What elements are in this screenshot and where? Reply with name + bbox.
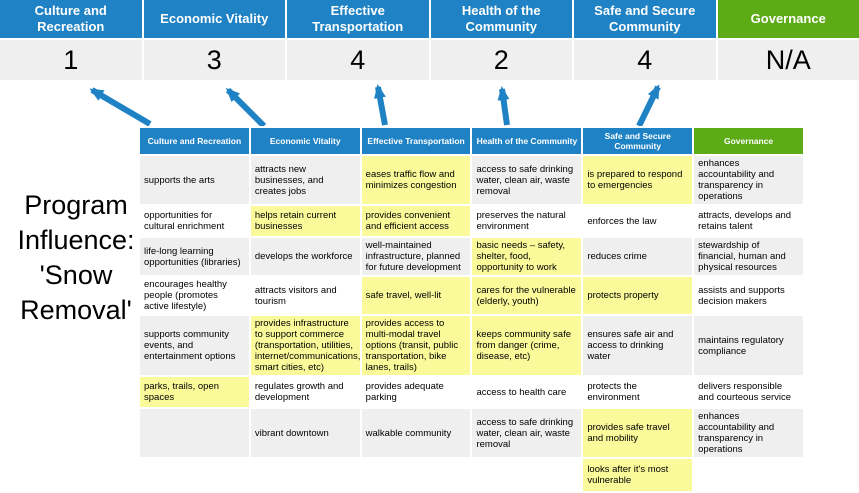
- influence-arrows: [0, 78, 859, 130]
- program-title-line-3: Removal': [2, 293, 150, 328]
- matrix-cell-0-1: attracts new businesses, and creates jobs: [251, 156, 360, 204]
- matrix-cell-2-2: well-maintained infrastructure, planned for future development: [362, 238, 471, 275]
- matrix-cell-6-5: enhances accountability and transparency in operations: [694, 409, 803, 457]
- matrix-cell-4-4: ensures safe air and access to drinking water: [583, 316, 692, 375]
- matrix-cell-2-5: stewardship of financial, human and physical resources: [694, 238, 803, 275]
- matrix-cell-1-1: helps retain current businesses: [251, 206, 360, 236]
- scoreboard-header-cell-1: Economic Vitality: [144, 0, 286, 38]
- matrix-row-2: [140, 238, 803, 275]
- matrix-cell-3-5: assists and supports decision makers: [694, 277, 803, 314]
- program-title-line-0: Program: [2, 188, 150, 223]
- matrix-cell-7-4: looks after it's most vulnerable: [583, 459, 692, 491]
- matrix-cell-7-5: [694, 459, 803, 491]
- matrix-cell-1-3: preserves the natural environment: [472, 206, 581, 236]
- influence-arrow-culture: [92, 90, 150, 124]
- scoreboard-header-cell-5: Governance: [718, 0, 859, 38]
- matrix-table: [138, 126, 805, 493]
- matrix-cell-1-5: attracts, develops and retains talent: [694, 206, 803, 236]
- matrix-cell-3-0: encourages healthy people (promotes active lifestyle): [140, 277, 249, 314]
- scoreboard-score-cell-4: 4: [574, 40, 716, 80]
- matrix-cell-4-2: provides access to multi-modal travel options (transit, public transportation, bike lanes, trails): [362, 316, 471, 375]
- matrix-header-row: [140, 128, 803, 154]
- matrix-cell-0-4: is prepared to respond to emergencies: [583, 156, 692, 204]
- matrix-row-0: [140, 156, 803, 204]
- scoreboard-score-cell-2: 4: [287, 40, 429, 80]
- matrix-cell-3-3: cares for the vulnerable (elderly, youth): [472, 277, 581, 314]
- matrix-cell-2-3: basic needs – safety, shelter, food, opportunity to work: [472, 238, 581, 275]
- scoreboard-score-cell-1: 3: [144, 40, 286, 80]
- scoreboard: [0, 0, 859, 80]
- matrix-cell-4-3: keeps community safe from danger (crime, disease, etc): [472, 316, 581, 375]
- program-title-line-1: Influence:: [2, 223, 150, 258]
- matrix-row-5: [140, 377, 803, 407]
- matrix-cell-6-4: provides safe travel and mobility: [583, 409, 692, 457]
- matrix-header-cell-4: Safe and Secure Community: [583, 128, 692, 154]
- scoreboard-score-cell-0: 1: [0, 40, 142, 80]
- matrix-cell-7-3: [472, 459, 581, 491]
- matrix-cell-2-1: develops the workforce: [251, 238, 360, 275]
- matrix-cell-5-4: protects the environment: [583, 377, 692, 407]
- matrix-cell-6-2: walkable community: [362, 409, 471, 457]
- matrix-cell-5-5: delivers responsible and courteous service: [694, 377, 803, 407]
- influence-arrow-health: [502, 89, 507, 125]
- scoreboard-score-row: [0, 40, 859, 80]
- matrix-header-cell-2: Effective Transportation: [362, 128, 471, 154]
- scoreboard-header-row: [0, 0, 859, 38]
- influence-arrow-safety: [639, 87, 658, 126]
- matrix-cell-5-3: access to health care: [472, 377, 581, 407]
- matrix-cell-5-0: parks, trails, open spaces: [140, 377, 249, 407]
- scoreboard-header-cell-4: Safe and Secure Community: [574, 0, 716, 38]
- influence-arrow-transportation: [378, 87, 385, 125]
- matrix-cell-6-3: access to safe drinking water, clean air, waste removal: [472, 409, 581, 457]
- matrix-cell-7-1: [251, 459, 360, 491]
- matrix-cell-1-2: provides convenient and efficient access: [362, 206, 471, 236]
- matrix-cell-4-5: maintains regulatory compliance: [694, 316, 803, 375]
- program-title-line-2: 'Snow: [2, 258, 150, 293]
- scoreboard-header-cell-2: Effective Transportation: [287, 0, 429, 38]
- matrix-cell-1-4: enforces the law: [583, 206, 692, 236]
- matrix-cell-5-2: provides adequate parking: [362, 377, 471, 407]
- matrix-cell-0-0: supports the arts: [140, 156, 249, 204]
- matrix-cell-3-1: attracts visitors and tourism: [251, 277, 360, 314]
- matrix-header-cell-3: Health of the Community: [472, 128, 581, 154]
- priorities-matrix: [138, 126, 805, 493]
- matrix-cell-0-2: eases traffic flow and minimizes congestion: [362, 156, 471, 204]
- matrix-cell-7-2: [362, 459, 471, 491]
- matrix-cell-3-4: protects property: [583, 277, 692, 314]
- matrix-cell-0-3: access to safe drinking water, clean air, waste removal: [472, 156, 581, 204]
- matrix-row-1: [140, 206, 803, 236]
- matrix-cell-2-0: life-long learning opportunities (libraries): [140, 238, 249, 275]
- matrix-cell-4-0: supports community events, and entertainment options: [140, 316, 249, 375]
- matrix-cell-6-1: vibrant downtown: [251, 409, 360, 457]
- matrix-cell-7-0: [140, 459, 249, 491]
- matrix-cell-1-0: opportunities for cultural enrichment: [140, 206, 249, 236]
- matrix-cell-4-1: provides infrastructure to support commerce (transportation, utilities, internet/communications, smart cities, etc): [251, 316, 360, 375]
- matrix-row-6: [140, 409, 803, 457]
- scoreboard-score-cell-5: N/A: [718, 40, 859, 80]
- matrix-cell-2-4: reduces crime: [583, 238, 692, 275]
- matrix-body: [140, 156, 803, 491]
- program-title: [2, 188, 150, 328]
- influence-arrow-economic: [228, 90, 264, 126]
- scoreboard-header-cell-3: Health of the Community: [431, 0, 573, 38]
- matrix-cell-0-5: enhances accountability and transparency in operations: [694, 156, 803, 204]
- matrix-row-7: [140, 459, 803, 491]
- matrix-row-3: [140, 277, 803, 314]
- matrix-header-cell-1: Economic Vitality: [251, 128, 360, 154]
- matrix-cell-5-1: regulates growth and development: [251, 377, 360, 407]
- matrix-cell-6-0: [140, 409, 249, 457]
- matrix-row-4: [140, 316, 803, 375]
- scoreboard-score-cell-3: 2: [431, 40, 573, 80]
- scoreboard-header-cell-0: Culture and Recreation: [0, 0, 142, 38]
- matrix-cell-3-2: safe travel, well-lit: [362, 277, 471, 314]
- matrix-header-cell-0: Culture and Recreation: [140, 128, 249, 154]
- matrix-header-cell-5: Governance: [694, 128, 803, 154]
